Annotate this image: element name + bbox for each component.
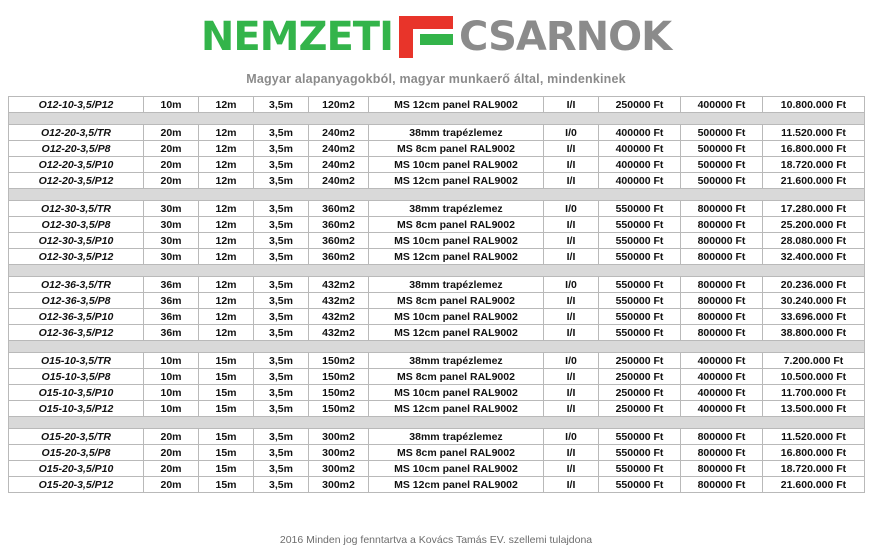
table-cell: I/0 bbox=[544, 201, 599, 217]
table-row bbox=[9, 125, 865, 141]
table-cell: 38mm trapézlemez bbox=[369, 353, 544, 369]
table-spacer-row bbox=[9, 189, 865, 201]
table-cell: 20m bbox=[144, 445, 199, 461]
table-cell: 38mm trapézlemez bbox=[369, 125, 544, 141]
table-cell: I/I bbox=[544, 385, 599, 401]
table-cell: MS 12cm panel RAL9002 bbox=[369, 477, 544, 493]
table-cell: I/0 bbox=[544, 125, 599, 141]
table-cell: MS 8cm panel RAL9002 bbox=[369, 369, 544, 385]
table-cell: 10m bbox=[144, 369, 199, 385]
page-header bbox=[0, 0, 872, 86]
table-cell: 10.800.000 Ft bbox=[763, 97, 865, 113]
table-spacer-row bbox=[9, 341, 865, 353]
table-cell: 3,5m bbox=[254, 309, 309, 325]
table-cell: I/I bbox=[544, 309, 599, 325]
table-cell: O15-10-3,5/P10 bbox=[9, 385, 144, 401]
table-cell: 11.700.000 Ft bbox=[763, 385, 865, 401]
table-cell: 800000 Ft bbox=[681, 233, 763, 249]
table-cell: 550000 Ft bbox=[599, 293, 681, 309]
table-cell: 15m bbox=[199, 429, 254, 445]
table-cell: I/I bbox=[544, 477, 599, 493]
table-cell: 432m2 bbox=[309, 309, 369, 325]
table-cell: O12-20-3,5/P10 bbox=[9, 157, 144, 173]
table-cell: 20m bbox=[144, 173, 199, 189]
spacer-cell bbox=[9, 189, 865, 201]
table-cell: I/I bbox=[544, 233, 599, 249]
table-row bbox=[9, 201, 865, 217]
brand-logo bbox=[0, 14, 872, 60]
table-cell: O15-20-3,5/TR bbox=[9, 429, 144, 445]
table-cell: I/I bbox=[544, 217, 599, 233]
table-row bbox=[9, 157, 865, 173]
table-cell: 3,5m bbox=[254, 293, 309, 309]
table-cell: 400000 Ft bbox=[599, 125, 681, 141]
table-cell: I/I bbox=[544, 141, 599, 157]
table-cell: 800000 Ft bbox=[681, 249, 763, 265]
table-cell: 3,5m bbox=[254, 477, 309, 493]
table-cell: 20m bbox=[144, 157, 199, 173]
table-cell: O12-36-3,5/P12 bbox=[9, 325, 144, 341]
table-row bbox=[9, 97, 865, 113]
table-row bbox=[9, 429, 865, 445]
table-row bbox=[9, 293, 865, 309]
table-cell: 800000 Ft bbox=[681, 309, 763, 325]
table-cell: MS 10cm panel RAL9002 bbox=[369, 385, 544, 401]
table-cell: 360m2 bbox=[309, 249, 369, 265]
table-cell: 550000 Ft bbox=[599, 217, 681, 233]
table-cell: 12m bbox=[199, 97, 254, 113]
table-cell: 550000 Ft bbox=[599, 249, 681, 265]
table-cell: 3,5m bbox=[254, 369, 309, 385]
table-cell: 500000 Ft bbox=[681, 141, 763, 157]
table-cell: 12m bbox=[199, 217, 254, 233]
table-cell: I/I bbox=[544, 157, 599, 173]
table-cell: 15m bbox=[199, 461, 254, 477]
table-cell: 12m bbox=[199, 157, 254, 173]
table-cell: 36m bbox=[144, 309, 199, 325]
table-cell: 10m bbox=[144, 385, 199, 401]
table-cell: MS 8cm panel RAL9002 bbox=[369, 293, 544, 309]
table-row bbox=[9, 461, 865, 477]
table-cell: 550000 Ft bbox=[599, 325, 681, 341]
table-cell: 3,5m bbox=[254, 97, 309, 113]
table-row bbox=[9, 385, 865, 401]
table-cell: 38.800.000 Ft bbox=[763, 325, 865, 341]
table-cell: MS 10cm panel RAL9002 bbox=[369, 461, 544, 477]
table-cell: 3,5m bbox=[254, 249, 309, 265]
logo-mark-icon bbox=[399, 16, 453, 58]
table-cell: 550000 Ft bbox=[599, 477, 681, 493]
table-cell: MS 8cm panel RAL9002 bbox=[369, 141, 544, 157]
table-cell: O12-20-3,5/P8 bbox=[9, 141, 144, 157]
table-cell: 12m bbox=[199, 325, 254, 341]
logo-word-csarnok: CSARNOK bbox=[458, 14, 672, 60]
table-cell: 150m2 bbox=[309, 385, 369, 401]
table-cell: I/I bbox=[544, 293, 599, 309]
table-cell: 30m bbox=[144, 201, 199, 217]
table-cell: 12m bbox=[199, 293, 254, 309]
table-cell: 16.800.000 Ft bbox=[763, 445, 865, 461]
table-cell: MS 8cm panel RAL9002 bbox=[369, 445, 544, 461]
table-cell: I/I bbox=[544, 461, 599, 477]
table-cell: 240m2 bbox=[309, 125, 369, 141]
table-cell: 250000 Ft bbox=[599, 385, 681, 401]
table-cell: 3,5m bbox=[254, 325, 309, 341]
table-cell: O12-36-3,5/TR bbox=[9, 277, 144, 293]
table-spacer-row bbox=[9, 265, 865, 277]
table-cell: 3,5m bbox=[254, 445, 309, 461]
table-cell: 12m bbox=[199, 233, 254, 249]
table-cell: I/I bbox=[544, 445, 599, 461]
table-cell: 550000 Ft bbox=[599, 233, 681, 249]
price-table-wrap bbox=[8, 96, 864, 493]
table-cell: I/I bbox=[544, 249, 599, 265]
table-cell: 21.600.000 Ft bbox=[763, 477, 865, 493]
table-cell: 150m2 bbox=[309, 401, 369, 417]
table-cell: 3,5m bbox=[254, 141, 309, 157]
table-cell: 240m2 bbox=[309, 173, 369, 189]
table-row bbox=[9, 217, 865, 233]
table-cell: O12-10-3,5/P12 bbox=[9, 97, 144, 113]
table-cell: 150m2 bbox=[309, 353, 369, 369]
table-cell: 10m bbox=[144, 353, 199, 369]
table-cell: 15m bbox=[199, 385, 254, 401]
table-cell: 800000 Ft bbox=[681, 461, 763, 477]
table-cell: 3,5m bbox=[254, 277, 309, 293]
table-cell: MS 12cm panel RAL9002 bbox=[369, 325, 544, 341]
table-cell: 800000 Ft bbox=[681, 325, 763, 341]
table-cell: 800000 Ft bbox=[681, 201, 763, 217]
table-cell: 7.200.000 Ft bbox=[763, 353, 865, 369]
table-cell: 500000 Ft bbox=[681, 125, 763, 141]
table-cell: 400000 Ft bbox=[681, 401, 763, 417]
table-cell: O15-20-3,5/P8 bbox=[9, 445, 144, 461]
table-cell: 15m bbox=[199, 477, 254, 493]
table-cell: 10.500.000 Ft bbox=[763, 369, 865, 385]
table-cell: 250000 Ft bbox=[599, 401, 681, 417]
table-cell: 300m2 bbox=[309, 461, 369, 477]
table-cell: I/0 bbox=[544, 277, 599, 293]
table-cell: 17.280.000 Ft bbox=[763, 201, 865, 217]
footer-text: 2016 Minden jog fenntartva a Kovács Tamás EV. szellemi tulajdona bbox=[279, 534, 593, 546]
table-cell: O15-10-3,5/P12 bbox=[9, 401, 144, 417]
table-cell: 38mm trapézlemez bbox=[369, 429, 544, 445]
table-cell: 15m bbox=[199, 369, 254, 385]
table-cell: 400000 Ft bbox=[681, 97, 763, 113]
table-cell: 3,5m bbox=[254, 233, 309, 249]
table-cell: 550000 Ft bbox=[599, 201, 681, 217]
table-cell: 400000 Ft bbox=[599, 157, 681, 173]
table-cell: 3,5m bbox=[254, 217, 309, 233]
table-cell: 300m2 bbox=[309, 477, 369, 493]
table-cell: 150m2 bbox=[309, 369, 369, 385]
table-cell: 432m2 bbox=[309, 325, 369, 341]
table-row bbox=[9, 477, 865, 493]
table-cell: 300m2 bbox=[309, 445, 369, 461]
table-cell: O15-20-3,5/P10 bbox=[9, 461, 144, 477]
table-row bbox=[9, 141, 865, 157]
table-cell: 30.240.000 Ft bbox=[763, 293, 865, 309]
table-cell: 500000 Ft bbox=[681, 157, 763, 173]
table-cell: 240m2 bbox=[309, 141, 369, 157]
table-cell: 38mm trapézlemez bbox=[369, 277, 544, 293]
table-cell: 250000 Ft bbox=[599, 369, 681, 385]
table-cell: 20m bbox=[144, 477, 199, 493]
table-cell: 3,5m bbox=[254, 157, 309, 173]
table-cell: MS 10cm panel RAL9002 bbox=[369, 309, 544, 325]
table-cell: O12-36-3,5/P10 bbox=[9, 309, 144, 325]
table-cell: MS 8cm panel RAL9002 bbox=[369, 217, 544, 233]
table-row bbox=[9, 309, 865, 325]
table-cell: 25.200.000 Ft bbox=[763, 217, 865, 233]
table-cell: O15-10-3,5/P8 bbox=[9, 369, 144, 385]
table-cell: I/I bbox=[544, 369, 599, 385]
table-cell: 3,5m bbox=[254, 385, 309, 401]
table-cell: 10m bbox=[144, 401, 199, 417]
table-cell: 3,5m bbox=[254, 429, 309, 445]
table-cell: 800000 Ft bbox=[681, 277, 763, 293]
table-cell: 20m bbox=[144, 461, 199, 477]
table-cell: O12-30-3,5/TR bbox=[9, 201, 144, 217]
table-cell: 3,5m bbox=[254, 401, 309, 417]
table-row bbox=[9, 249, 865, 265]
table-cell: 240m2 bbox=[309, 157, 369, 173]
table-cell: 360m2 bbox=[309, 201, 369, 217]
table-cell: 300m2 bbox=[309, 429, 369, 445]
table-cell: 400000 Ft bbox=[599, 173, 681, 189]
table-cell: 12m bbox=[199, 201, 254, 217]
table-cell: 12m bbox=[199, 125, 254, 141]
table-cell: MS 12cm panel RAL9002 bbox=[369, 249, 544, 265]
table-cell: O12-30-3,5/P10 bbox=[9, 233, 144, 249]
table-cell: 11.520.000 Ft bbox=[763, 429, 865, 445]
table-row bbox=[9, 277, 865, 293]
table-cell: 33.696.000 Ft bbox=[763, 309, 865, 325]
table-cell: 12m bbox=[199, 277, 254, 293]
table-cell: MS 12cm panel RAL9002 bbox=[369, 401, 544, 417]
table-cell: O12-20-3,5/P12 bbox=[9, 173, 144, 189]
spacer-cell bbox=[9, 113, 865, 125]
table-cell: 400000 Ft bbox=[681, 385, 763, 401]
table-cell: 550000 Ft bbox=[599, 277, 681, 293]
table-row bbox=[9, 233, 865, 249]
table-cell: 12m bbox=[199, 173, 254, 189]
table-cell: 3,5m bbox=[254, 125, 309, 141]
table-cell: 30m bbox=[144, 249, 199, 265]
table-cell: I/I bbox=[544, 325, 599, 341]
table-cell: 20m bbox=[144, 141, 199, 157]
table-cell: 30m bbox=[144, 233, 199, 249]
table-cell: 28.080.000 Ft bbox=[763, 233, 865, 249]
table-cell: I/0 bbox=[544, 429, 599, 445]
table-cell: 30m bbox=[144, 217, 199, 233]
table-cell: 3,5m bbox=[254, 353, 309, 369]
table-cell: I/I bbox=[544, 97, 599, 113]
table-cell: 18.720.000 Ft bbox=[763, 461, 865, 477]
table-cell: 400000 Ft bbox=[681, 353, 763, 369]
table-cell: 12m bbox=[199, 141, 254, 157]
table-row bbox=[9, 353, 865, 369]
table-cell: 18.720.000 Ft bbox=[763, 157, 865, 173]
table-cell: I/0 bbox=[544, 353, 599, 369]
table-cell: O15-10-3,5/TR bbox=[9, 353, 144, 369]
table-cell: 32.400.000 Ft bbox=[763, 249, 865, 265]
table-cell: MS 12cm panel RAL9002 bbox=[369, 97, 544, 113]
table-spacer-row bbox=[9, 417, 865, 429]
table-cell: 36m bbox=[144, 293, 199, 309]
table-cell: 20m bbox=[144, 125, 199, 141]
table-row bbox=[9, 401, 865, 417]
table-row bbox=[9, 445, 865, 461]
table-cell: 800000 Ft bbox=[681, 445, 763, 461]
table-spacer-row bbox=[9, 113, 865, 125]
table-row bbox=[9, 369, 865, 385]
table-cell: 550000 Ft bbox=[599, 445, 681, 461]
spacer-cell bbox=[9, 265, 865, 277]
table-cell: 12m bbox=[199, 309, 254, 325]
table-cell: 550000 Ft bbox=[599, 309, 681, 325]
table-cell: 20.236.000 Ft bbox=[763, 277, 865, 293]
table-cell: 800000 Ft bbox=[681, 429, 763, 445]
table-cell: 250000 Ft bbox=[599, 353, 681, 369]
table-cell: O12-30-3,5/P8 bbox=[9, 217, 144, 233]
table-cell: 11.520.000 Ft bbox=[763, 125, 865, 141]
table-cell: 400000 Ft bbox=[681, 369, 763, 385]
table-cell: 10m bbox=[144, 97, 199, 113]
table-cell: 800000 Ft bbox=[681, 477, 763, 493]
table-cell: 500000 Ft bbox=[681, 173, 763, 189]
table-cell: 12m bbox=[199, 249, 254, 265]
table-cell: 20m bbox=[144, 429, 199, 445]
table-cell: 550000 Ft bbox=[599, 461, 681, 477]
logo-word-nemzeti: NEMZETI bbox=[200, 14, 393, 60]
spacer-cell bbox=[9, 417, 865, 429]
table-cell: MS 12cm panel RAL9002 bbox=[369, 173, 544, 189]
price-table bbox=[8, 96, 865, 493]
table-cell: 36m bbox=[144, 325, 199, 341]
table-cell: O12-20-3,5/TR bbox=[9, 125, 144, 141]
table-cell: I/I bbox=[544, 173, 599, 189]
table-cell: 432m2 bbox=[309, 293, 369, 309]
table-cell: 36m bbox=[144, 277, 199, 293]
page-footer bbox=[0, 534, 872, 546]
table-cell: 400000 Ft bbox=[599, 141, 681, 157]
table-cell: 432m2 bbox=[309, 277, 369, 293]
table-cell: I/I bbox=[544, 401, 599, 417]
table-cell: MS 10cm panel RAL9002 bbox=[369, 157, 544, 173]
table-cell: 38mm trapézlemez bbox=[369, 201, 544, 217]
table-cell: 13.500.000 Ft bbox=[763, 401, 865, 417]
table-row bbox=[9, 325, 865, 341]
table-cell: 250000 Ft bbox=[599, 97, 681, 113]
brand-tagline: Magyar alapanyagokból, magyar munkaerő által, mindenkinek bbox=[246, 72, 626, 86]
table-cell: 3,5m bbox=[254, 201, 309, 217]
table-cell: 550000 Ft bbox=[599, 429, 681, 445]
table-cell: 3,5m bbox=[254, 461, 309, 477]
table-cell: O12-30-3,5/P12 bbox=[9, 249, 144, 265]
table-cell: O12-36-3,5/P8 bbox=[9, 293, 144, 309]
table-row bbox=[9, 173, 865, 189]
table-cell: 360m2 bbox=[309, 217, 369, 233]
table-cell: 16.800.000 Ft bbox=[763, 141, 865, 157]
table-cell: 15m bbox=[199, 445, 254, 461]
table-cell: MS 10cm panel RAL9002 bbox=[369, 233, 544, 249]
table-cell: 800000 Ft bbox=[681, 217, 763, 233]
table-cell: 360m2 bbox=[309, 233, 369, 249]
spacer-cell bbox=[9, 341, 865, 353]
table-cell: O15-20-3,5/P12 bbox=[9, 477, 144, 493]
table-cell: 800000 Ft bbox=[681, 293, 763, 309]
table-cell: 21.600.000 Ft bbox=[763, 173, 865, 189]
table-cell: 15m bbox=[199, 401, 254, 417]
table-cell: 3,5m bbox=[254, 173, 309, 189]
table-cell: 120m2 bbox=[309, 97, 369, 113]
table-cell: 15m bbox=[199, 353, 254, 369]
